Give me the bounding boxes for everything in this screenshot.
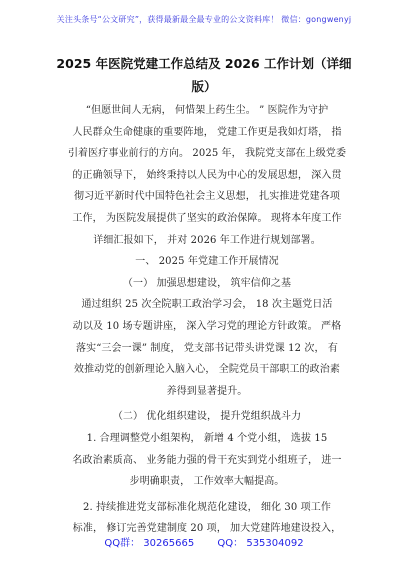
body-line: 工作， 为医院发展提供了坚实的政治保障。 现将本年度工作 — [72, 212, 342, 224]
body-line: 落实“三会一课” 制度， 党支部书记带头讲党课 12 次， 有 — [76, 342, 338, 354]
section-heading: 一、 2025 年党建工作开展情况 — [135, 256, 279, 268]
body-line: “但愿世间人无病， 何惜架上药生尘。 ” 医院作为守护 — [85, 105, 329, 116]
title-line-1: 2025 年医院党建工作总结及 2026 工作计划（详细 — [56, 56, 352, 71]
subsection-heading: （二） 优化组织建设， 提升党组织战斗力 — [112, 411, 302, 423]
body-line: 通过组织 25 次全院职工政治学习会， 18 次主题党日活 — [81, 299, 333, 311]
body-line: 详细汇报如下， 并对 2026 年工作进行规划部署。 — [93, 234, 321, 246]
body-line: 2. 持续推进党支部标准化规范化建设， 细化 30 项工作 — [83, 501, 331, 513]
body-line: 引着医疗事业前行的方向。 2025 年， 我院党支部在上级党委 — [67, 148, 347, 160]
document-title — [44, 52, 364, 98]
body-line: 彻习近平新时代中国特色社会主义思想， 扎实推进党建各项 — [74, 191, 340, 203]
body-line: 标准， 修订完善党建制度 20 项， 加大党建阵地建设投入， — [72, 523, 342, 535]
document-body — [62, 100, 352, 540]
subsection-heading: （一） 加强思想建设， 筑牢信仰之基 — [122, 277, 292, 289]
title-line-2: 版） — [191, 79, 217, 94]
body-line: 的正确领导下， 始终秉持以人民为中心的发展思想， 深入贯 — [72, 169, 342, 181]
body-line: 步明确职责， 工作效率大幅提高。 — [129, 476, 285, 488]
body-line: 养得到显著提升。 — [166, 385, 248, 397]
qq-group-number: QQ群： 30265665 — [104, 538, 195, 549]
body-line: 名政治素质高、 业务能力强的骨干充实到党小组班子， 进一 — [72, 454, 342, 466]
qq-number: QQ： 535304092 — [217, 538, 304, 549]
body-line: 动以及 10 场专题讲座， 深入学习党的理论方针政策。 严格 — [72, 320, 342, 332]
body-line: 1. 合理调整党小组架构， 新增 4 个党小组， 选拔 15 — [86, 432, 328, 444]
body-line: 人民群众生命健康的重要阵地， 党建工作更是我如灯塔， 指 — [72, 126, 342, 138]
body-line: 效推动党的创新理论入脑入心， 全院党员干部职工的政治素 — [74, 364, 340, 376]
header-banner: 关注头条号“公文研究”，获得最新最全最专业的公文资料库！ 微信：gongwenyj — [56, 15, 352, 24]
footer-contact — [0, 534, 408, 549]
